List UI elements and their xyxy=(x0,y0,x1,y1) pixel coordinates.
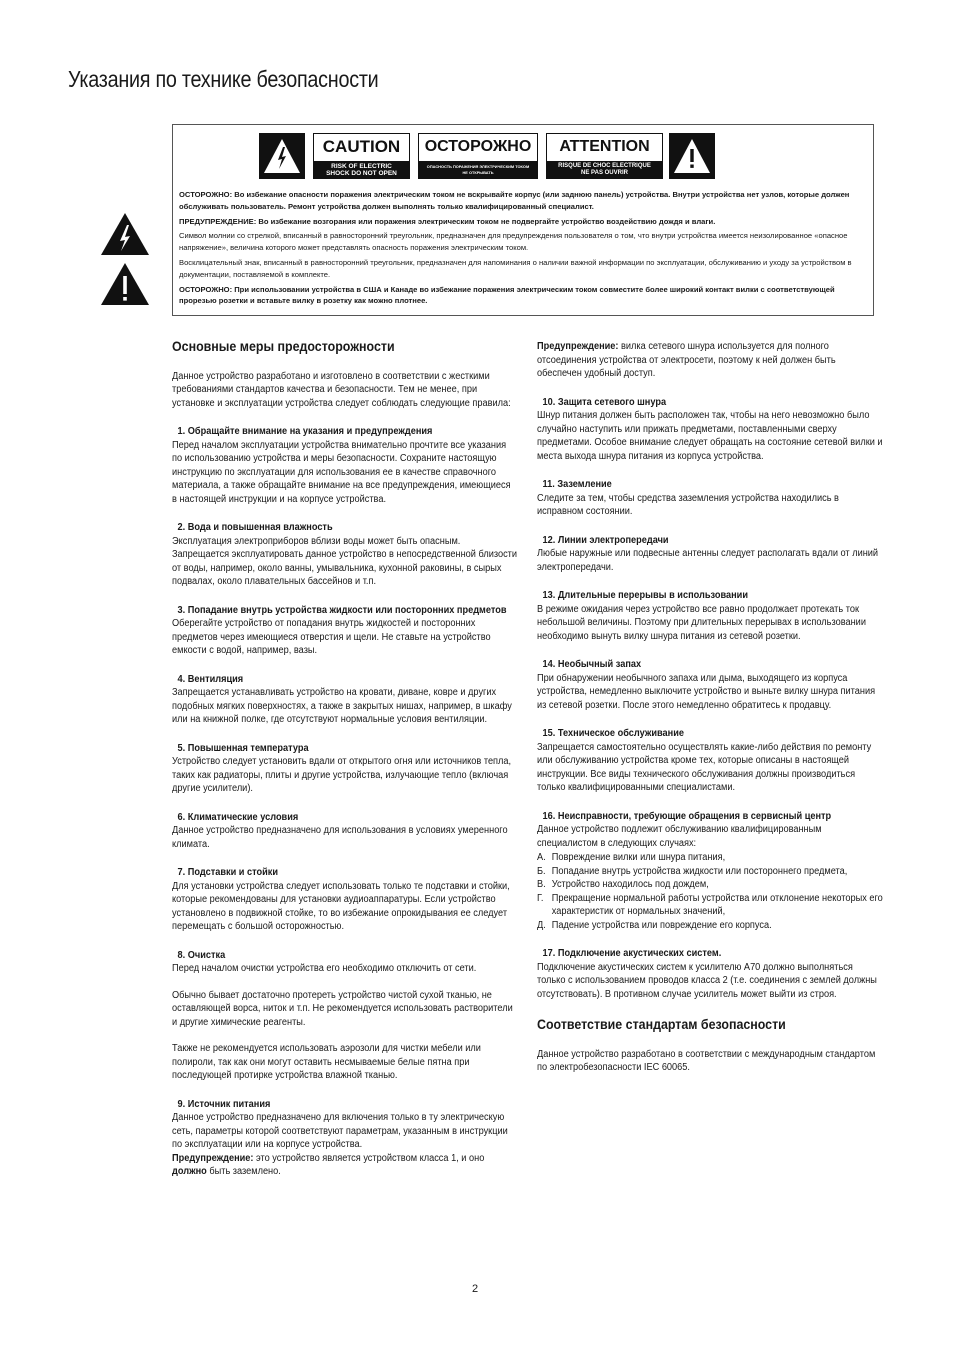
section-13-text: В режиме ожидания через устройство все равно продолжает протекать ток небольшой величины. Поэтому при длительных перерывах в использовании необходимо вынуть вилку шнура питания из сетевой розетки. xyxy=(537,603,866,642)
exclamation-warning-icon xyxy=(100,262,150,306)
section-9-title: 9. Источник питания xyxy=(177,1098,271,1110)
ostorozhno-label: ОСТОРОЖНО ОПАСНОСТЬ ПОРАЖЕНИЯ ЭЛЕКТРИЧЕСКИМ ТОКОМ НЕ ОТКРЫВАТЬ xyxy=(418,133,538,179)
section-8-text-1: Перед началом очистки устройства его необходимо отключить от сети. xyxy=(172,963,477,974)
section-12-text: Любые наружные или подвесные антенны следует располагать вдали от линий электропередачи. xyxy=(537,548,879,573)
section-6-title: 6. Климатические условия xyxy=(177,811,299,823)
section-17 xyxy=(537,947,883,1001)
plug-warning-text: Предупреждение: вилка сетевого шнура используется для полного отсоединения устройства от электросети, поэтому к ней должен быть обеспечен удобный доступ. xyxy=(537,341,836,379)
section-1-text: Перед началом эксплуатации устройства внимательно прочтите все указания по использованию устройства и меры безопасности. Сохраните настоящую инструкцию по эксплуатации для использования ее в качестве справочного материала, а также обращайте внимание на все предупреждения, имеющиеся в настоящей инструкции и на корпусе устройства. xyxy=(172,439,511,505)
warning-para-moisture: ПРЕДУПРЕЖДЕНИЕ: Во избежание возгорания или поражения электрическим током не подвергайте устройство воздействию дождя и влаги. xyxy=(179,216,716,226)
section-4 xyxy=(172,673,518,727)
section-14-title: 14. Необычный запах xyxy=(542,659,642,670)
section-12 xyxy=(537,534,883,575)
section-12-title: 12. Линии электропередачи xyxy=(542,534,669,546)
section-13-title: 13. Длительные перерывы в использовании xyxy=(542,590,749,601)
section-5 xyxy=(172,742,518,796)
section-6-text: Данное устройство предназначено для использования в условиях умеренного климата. xyxy=(172,825,508,850)
left-column xyxy=(172,340,518,1194)
section-10 xyxy=(537,396,883,464)
attention-label: ATTENTION RISQUE DE CHOC ELECTRIQUE NE PAS OUVRIR xyxy=(546,133,663,179)
section-heading-precautions: Основные меры предосторожности xyxy=(172,339,395,354)
warning-para-lightning-symbol: Символ молнии со стрелкой, вписанный в равносторонний треугольник, предназначен для предупреждения пользователя о том, что внутри устройства имеется неизолированное «опасное напряжение», величина которого может представлять опасность поражения электрическим током. xyxy=(179,231,848,253)
section-9 xyxy=(172,1098,518,1179)
section-2-title: 2. Вода и повышенная влажность xyxy=(177,522,333,533)
section-15-title: 15. Техническое обслуживание xyxy=(542,728,684,739)
section-9-text: Данное устройство предназначено для включения только в ту электрическую сеть, параметры которой соответствуют параметрам, указанным в инструкции по эксплуатации или на корпусе устройства. xyxy=(172,1112,508,1150)
section-10-title: 10. Защита сетевого шнура xyxy=(542,396,667,408)
section-2 xyxy=(172,521,518,589)
section-9-warning: Предупреждение: это устройство является устройством класса 1, и оно должно быть заземлено. xyxy=(172,1152,485,1177)
section-15-text: Запрещается самостоятельно осуществлять какие-либо действия по ремонту или обслуживанию устройства кроме тех, которые описаны в настоящей инструкции. Все виды технического обслуживания должны производиться только квалифицированными специалистами. xyxy=(537,741,872,793)
service-cases-list xyxy=(537,851,883,932)
section-1 xyxy=(172,425,518,506)
exclamation-symbol-icon xyxy=(669,133,715,179)
section-16-text: Данное устройство подлежит обслуживанию квалифицированным специалистом в следующих случаях: xyxy=(537,824,822,849)
plug-warning xyxy=(537,340,883,381)
section-4-title: 4. Вентиляция xyxy=(177,673,244,685)
list-item: В. Устройство находилось под дождем, xyxy=(537,879,709,890)
section-8 xyxy=(172,949,518,1083)
section-4-text: Запрещается устанавливать устройство на кровати, диване, ковре и других подобных мягких поверхностях, а также в закрытых нишах, например, в шкафу или на книжной полке, где отсутствуют нормальные условия вентиляции. xyxy=(172,687,512,725)
section-13 xyxy=(537,589,883,643)
list-item: Д. Падение устройства или повреждение его корпуса. xyxy=(537,919,772,931)
right-column xyxy=(537,340,883,1075)
section-7-text: Для установки устройства следует использовать только те подставки и стойки, которые рекомендованы для установки аудиоаппаратуры. Если устройство установлено в подвижной стойке, то во избежание опрокидывания ее следует перемещать с большой осторожностью. xyxy=(172,880,510,932)
section-2-text: Эксплуатация электроприборов вблизи воды может быть опасным. Запрещается эксплуатировать данное устройство в непосредственной близости от воды, например, около ванны, умывальника, кухонной раковины, в сырых подвалах, около плавательных бассейнов и т.п. xyxy=(172,535,518,587)
section-8-text-3: Также не рекомендуется использовать аэрозоли для чистки мебели или полироли, так как они могут оставить несмываемые белые пятна при последующей протирке устройства влажной тканью. xyxy=(172,1043,481,1081)
section-8-text-2: Обычно бывает достаточно протереть устройство чистой сухой тканью, не оставляющей ворса, ниток и т.п. Не рекомендуется использовать растворители и другие химические реагенты. xyxy=(172,989,513,1028)
section-6 xyxy=(172,811,518,852)
warning-para-plug: ОСТОРОЖНО: При использовании устройства в США и Канаде во избежание поражения электрическим током совместите более широкий контакт вилки с соответствующей прорезью розетки и вставьте вилку в розетку как можно плотнее. xyxy=(179,284,835,306)
section-7 xyxy=(172,866,518,934)
section-heading-compliance: Соответствие стандартам безопасности xyxy=(537,1017,786,1032)
section-1-title: 1. Обращайте внимание на указания и предупреждения xyxy=(177,426,433,437)
lightning-warning-icon xyxy=(100,212,150,256)
caution-label: CAUTION RISK OF ELECTRIC SHOCK DO NOT OPEN xyxy=(313,133,410,179)
section-3-text: Оберегайте устройство от попадания внутрь жидкостей и посторонних предметов через имеющиеся отверстия и щели. Не ставьте на устройство емкости с водой, например, вазы. xyxy=(172,618,491,656)
warning-para-exclamation-symbol: Восклицательный знак, вписанный в равносторонний треугольник, предназначен для напоминания о наличии важной информации по эксплуатации, обслуживанию и уходу за устройством в документации, поставляемой в комплекте. xyxy=(179,257,852,279)
list-item: Б. Попадание внутрь устройства жидкости или постороннего предмета, xyxy=(537,865,848,877)
section-14-text: При обнаружении необычного запаха или дыма, выходящего из корпуса устройства, немедленно выключите устройство и выньте вилку шнура питания из сетевой розетки. После этого немедленно обратитесь к продавцу. xyxy=(537,672,876,711)
page-number: 2 xyxy=(472,1283,479,1295)
section-7-title: 7. Подставки и стойки xyxy=(177,867,279,878)
section-5-text: Устройство следует установить вдали от открытого огня или источников тепла, таких как радиаторы, плиты и другие устройства, излучающие тепло (включая другие усилители). xyxy=(172,756,512,794)
lightning-symbol-icon xyxy=(259,133,305,179)
section-17-title: 17. Подключение акустических систем. xyxy=(542,948,722,959)
safety-warning-box xyxy=(172,124,874,316)
section-15 xyxy=(537,727,883,795)
list-item: А. Повреждение вилки или шнура питания, xyxy=(537,852,726,863)
section-3 xyxy=(172,604,518,658)
section-8-title: 8. Очистка xyxy=(177,949,226,961)
section-14 xyxy=(537,658,883,712)
warning-para-shock: ОСТОРОЖНО: Во избежание опасности поражения электрическим током не вскрывайте корпус (или заднюю панель) устройства. Внутри устройства нет узлов, которые должен обслуживать пользователь. Ремонт устройства должен выполнять только квалифицированный специалист. xyxy=(179,190,850,211)
section-11-text: Следите за тем, чтобы средства заземления устройства находились в исправном состоянии. xyxy=(537,492,839,517)
section-3-title: 3. Попадание внутрь устройства жидкости или посторонних предметов xyxy=(177,604,507,616)
list-item: Г. Прекращение нормальной работы устройства или отклонение некоторых его характеристик от нормальных значений, xyxy=(537,892,883,917)
section-16-title: 16. Неисправности, требующие обращения в сервисный центр xyxy=(542,810,832,822)
compliance-text: Данное устройство разработано в соответствии с международным стандартом по электробезопасности IEC 60065. xyxy=(537,1048,876,1073)
section-16 xyxy=(537,810,883,933)
warning-text xyxy=(179,189,865,310)
section-11 xyxy=(537,478,883,519)
page-title: Указания по технике безопасности xyxy=(68,66,379,92)
section-11-title: 11. Заземление xyxy=(542,479,612,490)
section-5-title: 5. Повышенная температура xyxy=(177,742,309,754)
section-10-text: Шнур питания должен быть расположен так, чтобы на него невозможно было случайно наступить или прижать предметами, поставленными сверху предметами. Особое внимание следует обращать на состояние сетевой вилки и места выхода шнура питания из корпуса устройства. xyxy=(537,410,883,462)
section-17-text: Подключение акустических систем к усилителю A70 должно выполняться только с использованием проводов класса 2 (т.е. соединения с землей должны отсутствовать). В противном случае усилитель может выйти из строя. xyxy=(537,961,877,1000)
intro-text: Данное устройство разработано и изготовлено в соответствии с жесткими требованиями стандартов качества и безопасности. Тем не менее, при установке и эксплуатации устройства следует соблюдать следующие правила: xyxy=(172,370,511,409)
